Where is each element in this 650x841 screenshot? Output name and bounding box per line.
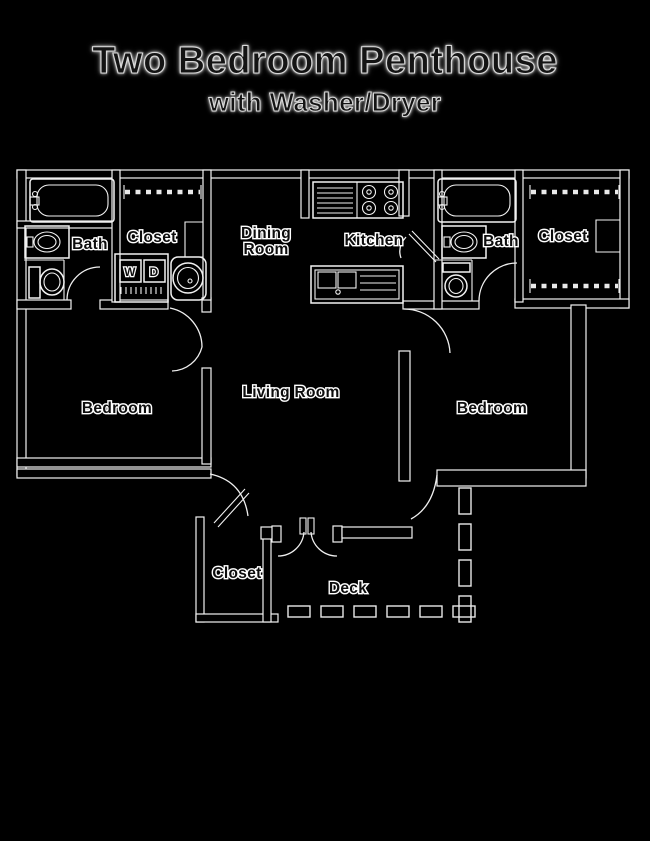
kitchen-sink-icon [311, 266, 403, 303]
laundry-tub-icon [171, 257, 206, 300]
room-label-closet-left: Closet [127, 229, 177, 246]
wall-niche-right [596, 220, 620, 252]
washer-label: W [124, 265, 136, 279]
sink-icon [25, 226, 69, 258]
door-panel [400, 231, 439, 262]
deck-railing [288, 488, 475, 622]
stove-icon [357, 182, 398, 218]
closet-rod [530, 279, 619, 293]
plan-subtitle: with Washer/Dryer [208, 87, 442, 117]
door-swing [67, 267, 100, 300]
room-label-bath-right: Bath [483, 233, 519, 250]
room-label-dining-2: Room [243, 241, 289, 258]
sink-icon [442, 226, 486, 258]
room-label-living-room: Living Room [242, 384, 340, 401]
bathtub-icon [438, 179, 516, 222]
labels-group [72, 225, 587, 597]
room-label-kitchen: Kitchen [344, 232, 404, 249]
door-swing [411, 475, 437, 519]
room-label-bedroom-right: Bedroom [456, 400, 528, 417]
door-swing [172, 347, 202, 371]
room-label-deck: Deck [328, 580, 368, 597]
plan-title: Two Bedroom Penthouse [92, 40, 558, 82]
wall-niche-left [185, 222, 203, 257]
door-swing [170, 308, 202, 347]
room-label-dining-1: Dining [240, 225, 292, 242]
french-doors [278, 518, 337, 556]
dishwasher-icon [313, 182, 403, 218]
washer-dryer-icon [115, 254, 168, 302]
door-panel [210, 474, 249, 527]
room-label-bedroom-left: Bedroom [81, 400, 153, 417]
closet-rod [530, 185, 619, 199]
toilet-icon [443, 263, 470, 297]
dryer-label: D [149, 265, 159, 279]
bathtub-icon [30, 179, 114, 222]
room-label-closet-lower: Closet [212, 565, 262, 582]
door-swing [479, 263, 517, 301]
closet-rod [124, 185, 201, 199]
room-label-bath-left: Bath [72, 236, 108, 253]
toilet-icon [29, 267, 64, 298]
door-swing [404, 309, 450, 353]
room-label-closet-right: Closet [538, 228, 588, 245]
